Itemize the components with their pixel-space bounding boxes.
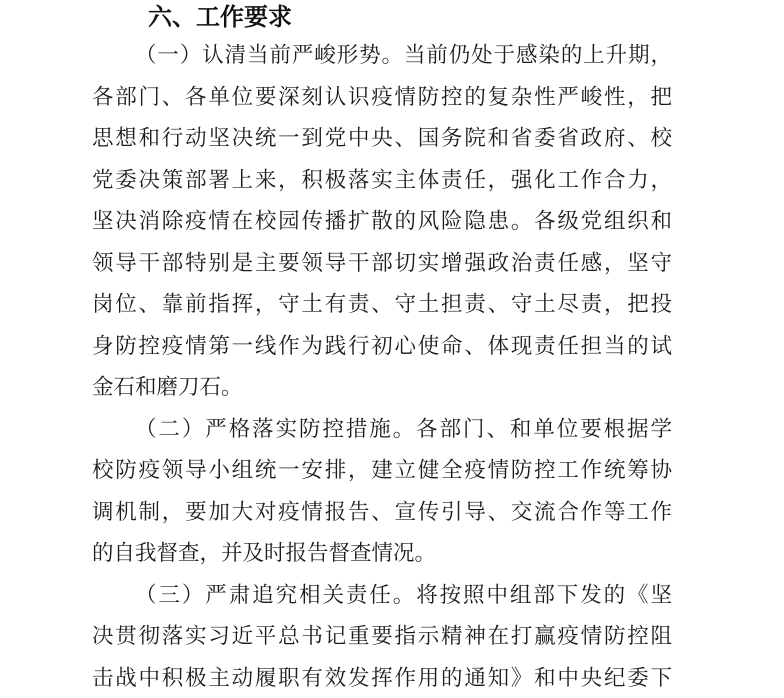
document-body <box>92 35 672 698</box>
text-line: 决贯彻落实习近平总书记重要指示精神在打赢疫情防控阻 <box>92 624 672 648</box>
text-line: 党委决策部署上来，积极落实主体责任，强化工作合力， <box>92 167 672 192</box>
section-heading: 六、工作要求 <box>148 4 292 31</box>
text-line: 思想和行动坚决统一到党中央、国务院和省委省政府、校 <box>92 126 672 150</box>
text-line: 校防疫领导小组统一安排，建立健全疫情防控工作统筹协 <box>92 458 672 482</box>
text-line: （二）严格落实防控措施。各部门、和单位要根据学 <box>135 416 672 441</box>
text-line: 坚决消除疫情在校园传播扩散的风险隐患。各级党组织和 <box>92 209 672 233</box>
text-line: （一）认清当前严峻形势。当前仍处于感染的上升期， <box>135 43 672 67</box>
text-line: 击战中积极主动履职有效发挥作用的通知》和中央纪委下 <box>92 665 672 690</box>
text-line: 各部门、各单位要深刻认识疫情防控的复杂性严峻性，把 <box>92 84 672 109</box>
text-line: 调机制，要加大对疫情报告、宣传引导、交流合作等工作 <box>92 499 672 524</box>
text-line: 金石和磨刀石。 <box>92 375 243 399</box>
text-line: 身防控疫情第一线作为践行初心使命、体现责任担当的试 <box>92 333 672 358</box>
text-line: 的自我督查，并及时报告督查情况。 <box>92 541 437 565</box>
text-line: （三）严肃追究相关责任。将按照中组部下发的《坚 <box>135 582 672 607</box>
text-line: 岗位、靠前指挥，守土有责、守土担责、守土尽责，把投 <box>92 292 672 316</box>
text-line: 领导干部特别是主要领导干部切实增强政治责任感，坚守 <box>92 250 672 275</box>
